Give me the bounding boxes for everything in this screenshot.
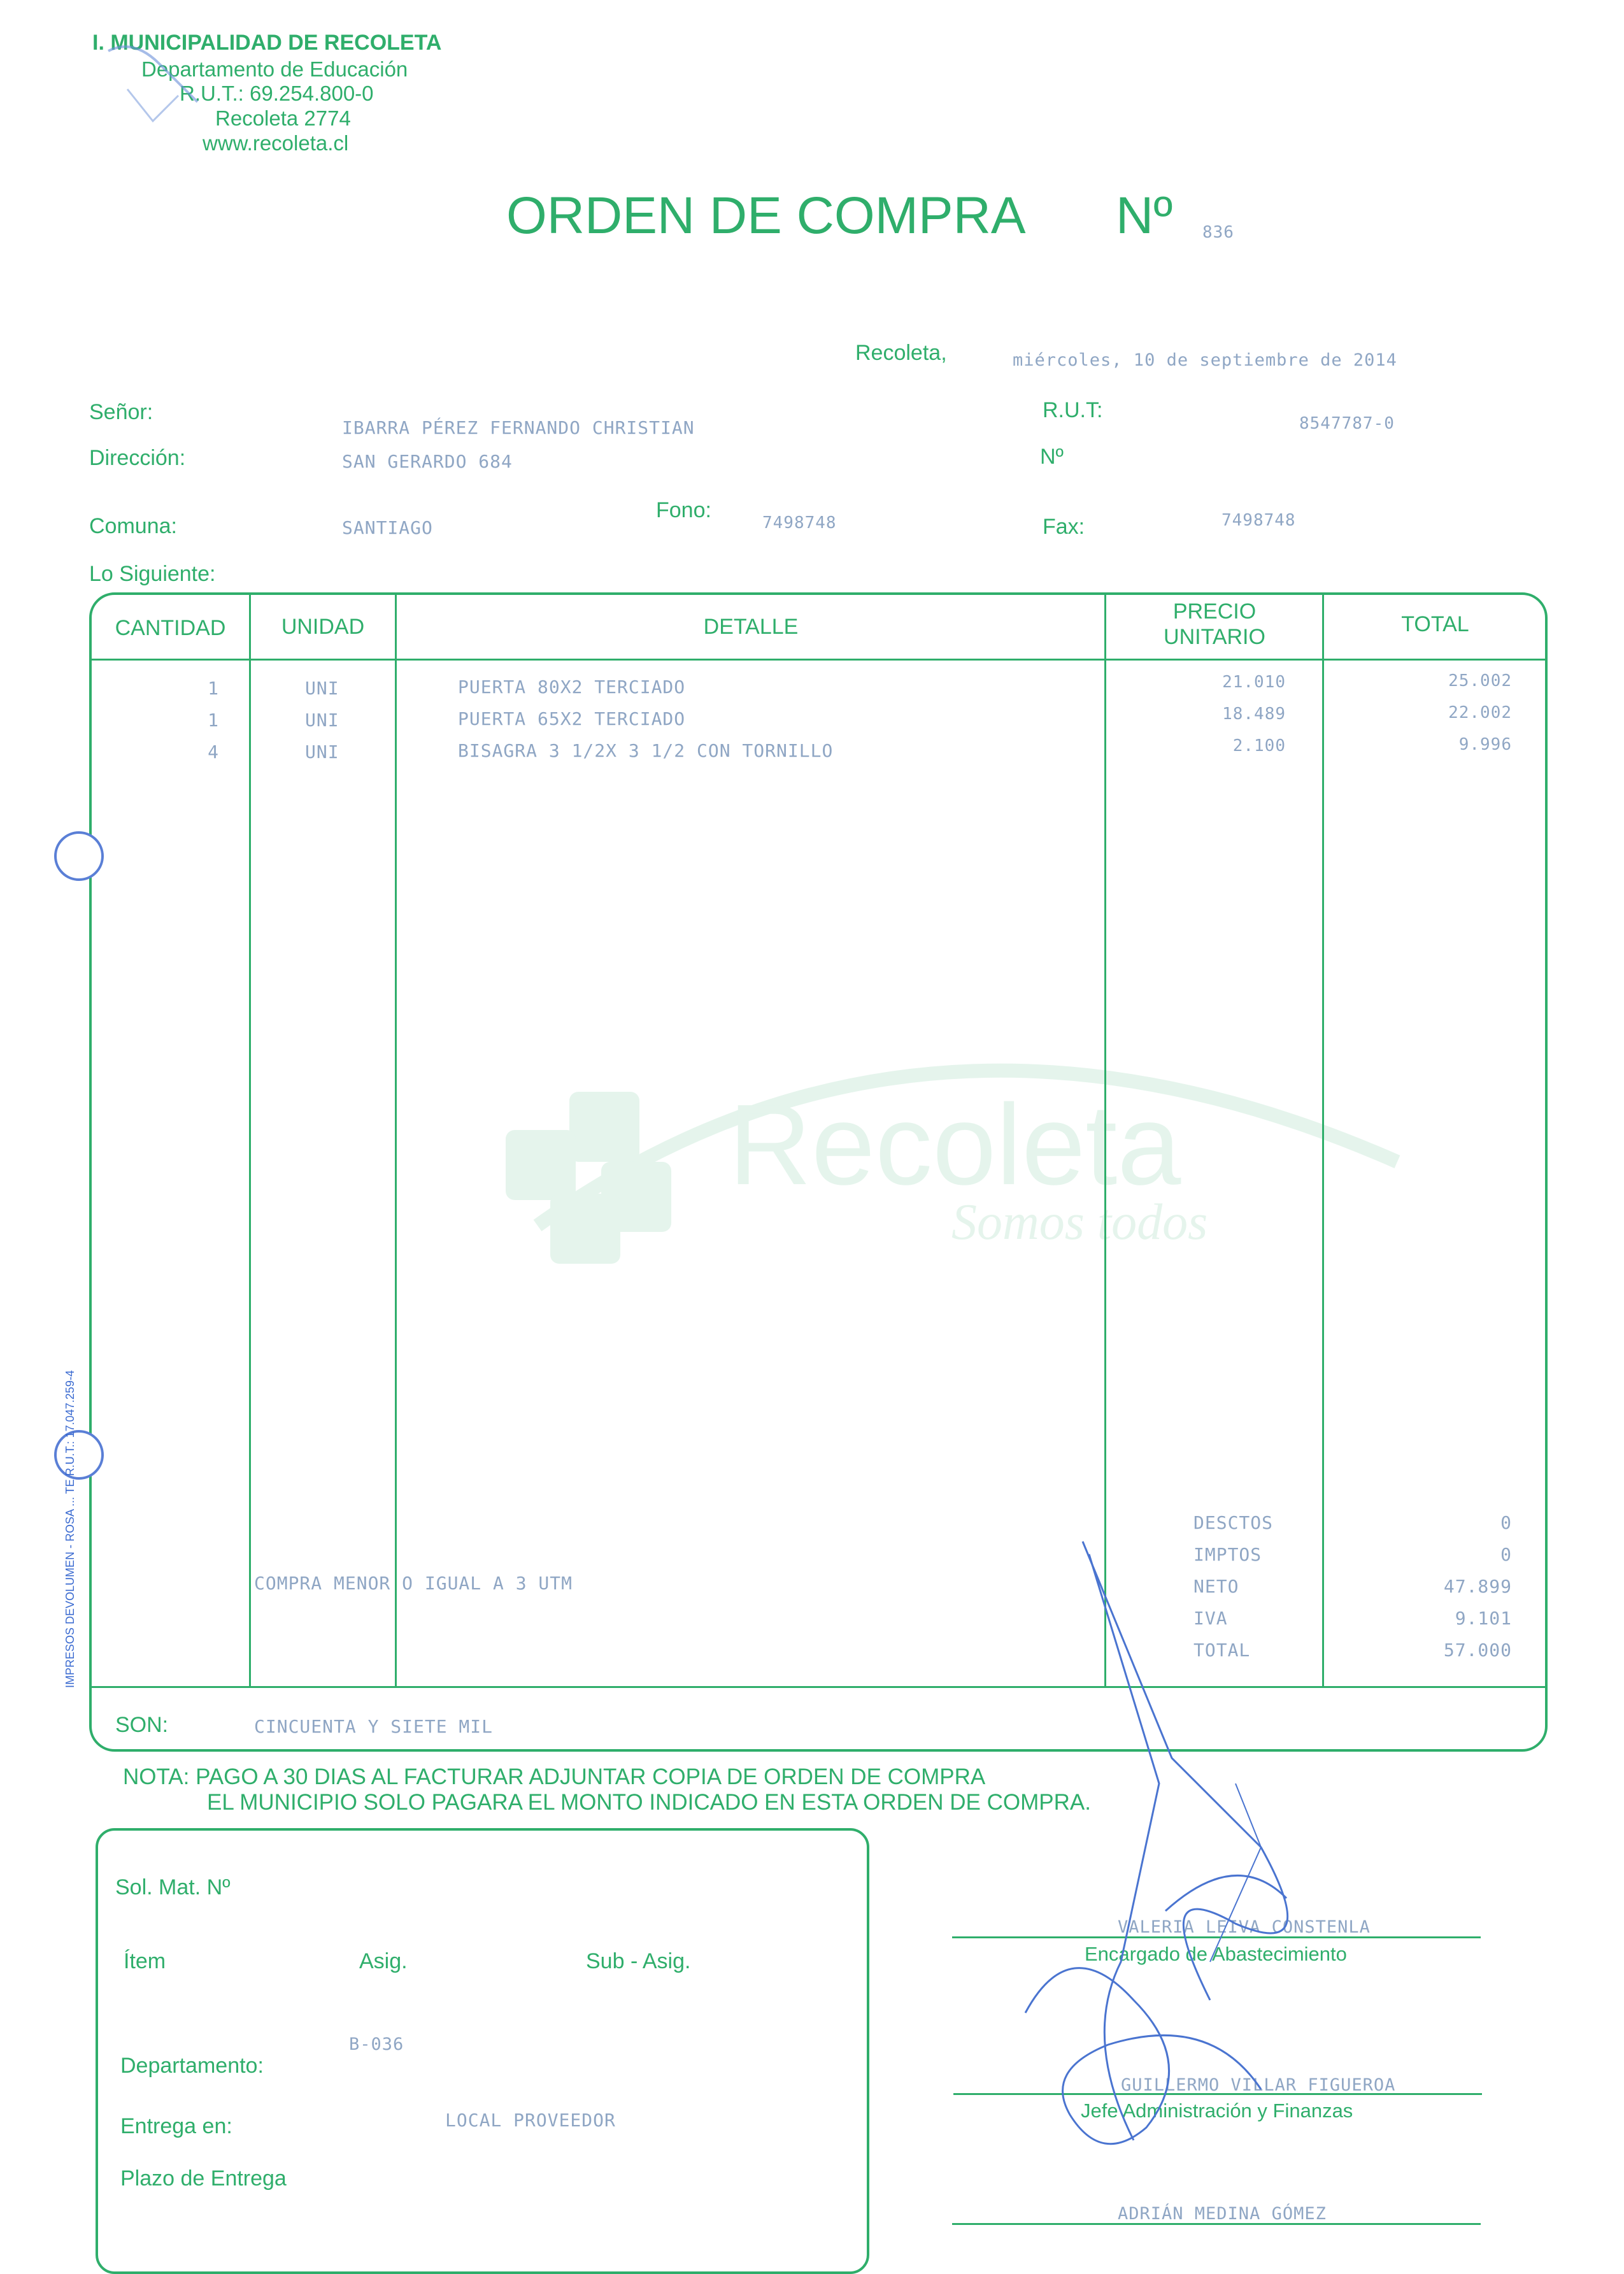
row-price: 21.010 — [1222, 673, 1286, 692]
header-divider — [92, 659, 1546, 661]
municipality-website: www.recoleta.cl — [203, 131, 349, 155]
entrega-value: LOCAL PROVEEDOR — [445, 2110, 616, 2131]
header-total: TOTAL — [1401, 612, 1469, 636]
date-place: Recoleta, — [855, 341, 947, 365]
fono-label: Fono: — [656, 498, 711, 522]
summary-value: 9.101 — [1455, 1608, 1512, 1629]
order-number-label: Nº — [1116, 187, 1173, 245]
entrega-label: Entrega en: — [120, 2114, 232, 2138]
summary-label: NETO — [1193, 1576, 1239, 1597]
row-unit: UNI — [305, 710, 339, 731]
plazo-label: Plazo de Entrega — [120, 2166, 287, 2191]
row-unit: UNI — [305, 741, 339, 762]
note-line-1: NOTA: PAGO A 30 DIAS AL FACTURAR ADJUNTAR COPIA DE ORDEN DE COMPRA — [123, 1764, 986, 1789]
printer-side-text: IMPRESOS DEVOLUMEN - ROSA ... TE R.U.T.: 17.047.259-4 — [64, 1370, 76, 1688]
document-title: ORDEN DE COMPRA — [506, 187, 1026, 245]
summary-label: IVA — [1193, 1608, 1228, 1629]
row-total: 25.002 — [1448, 671, 1512, 690]
date-value: miércoles, 10 de septiembre de 2014 — [1013, 350, 1397, 370]
asig-label: Asig. — [359, 1949, 408, 1973]
municipality-address: Recoleta 2774 — [215, 106, 351, 130]
direccion-value: SAN GERARDO 684 — [342, 451, 513, 472]
summary-value: 47.899 — [1443, 1576, 1512, 1597]
signer-name: GUILLERMO VILLAR FIGUEROA — [1121, 2075, 1396, 2095]
summary-label: TOTAL — [1193, 1640, 1251, 1661]
row-detail: BISAGRA 3 1/2X 3 1/2 CON TORNILLO — [458, 740, 834, 761]
sol-mat-label: Sol. Mat. Nº — [115, 1875, 231, 1899]
municipal-seal-stamp — [83, 25, 223, 153]
row-detail: PUERTA 80X2 TERCIADO — [458, 676, 686, 697]
comuna-value: SANTIAGO — [342, 517, 433, 538]
row-price: 2.100 — [1232, 736, 1286, 755]
departamento-value: B-036 — [349, 2034, 404, 2054]
signer-title: Encargado de Abastecimiento — [1085, 1943, 1347, 1965]
watermark-brand: Recoleta — [729, 1081, 1181, 1209]
rut-label: R.U.T: — [1043, 398, 1103, 422]
col-divider-unidad — [395, 595, 397, 1686]
row-qty: 1 — [208, 710, 219, 731]
compra-note: COMPRA MENOR O IGUAL A 3 UTM — [254, 1573, 573, 1594]
header-detalle: DETALLE — [703, 615, 799, 639]
header-cantidad: CANTIDAD — [115, 616, 226, 640]
col-divider-cantidad — [249, 595, 251, 1686]
handwritten-signature — [879, 1516, 1388, 2236]
punch-hole — [54, 831, 104, 881]
signer-title: Jefe Administración y Finanzas — [1081, 2099, 1353, 2122]
senor-label: Señor: — [89, 400, 153, 424]
row-qty: 1 — [208, 678, 219, 699]
summary-value: 57.000 — [1443, 1640, 1512, 1661]
row-unit: UNI — [305, 678, 339, 699]
siguiente-label: Lo Siguiente: — [89, 562, 216, 586]
rut-value: 8547787-0 — [1299, 414, 1395, 433]
municipality-name: I. MUNICIPALIDAD DE RECOLETA — [92, 31, 442, 55]
numero-label: Nº — [1040, 445, 1064, 469]
summary-label: IMPTOS — [1193, 1544, 1262, 1565]
fax-value: 7498748 — [1222, 511, 1296, 530]
departamento-label: Departamento: — [120, 2054, 264, 2078]
summary-value: 0 — [1500, 1544, 1512, 1565]
summary-label: DESCTOS — [1193, 1512, 1274, 1533]
punch-hole — [54, 1430, 104, 1480]
summary-value: 0 — [1500, 1512, 1512, 1533]
fax-label: Fax: — [1043, 515, 1085, 539]
row-qty: 4 — [208, 741, 219, 762]
sub-asig-label: Sub - Asig. — [586, 1949, 691, 1973]
bottom-info-box — [96, 1828, 869, 2274]
row-total: 9.996 — [1458, 735, 1512, 754]
son-value: CINCUENTA Y SIETE MIL — [254, 1716, 494, 1737]
header-precio-1: PRECIO — [1172, 599, 1257, 624]
recoleta-watermark — [474, 1003, 1429, 1289]
header-unidad: UNIDAD — [281, 615, 365, 639]
senor-value: IBARRA PÉREZ FERNANDO CHRISTIAN — [342, 417, 695, 438]
row-total: 22.002 — [1448, 703, 1512, 722]
header-precio-2: UNITARIO — [1164, 625, 1265, 649]
son-label: SON: — [115, 1713, 169, 1737]
comuna-label: Comuna: — [89, 514, 177, 538]
municipality-rut: R.U.T.: 69.254.800-0 — [180, 82, 374, 105]
department-name: Departamento de Educación — [141, 57, 408, 81]
direccion-label: Dirección: — [89, 446, 186, 470]
signer-name: ADRIÁN MEDINA GÓMEZ — [1118, 2204, 1327, 2224]
fono-value: 7498748 — [762, 513, 837, 533]
watermark-tagline: Somos todos — [951, 1194, 1208, 1250]
item-label: Ítem — [124, 1949, 166, 1973]
signer-name: VALERIA LEIVA CONSTENLA — [1118, 1917, 1371, 1937]
note-line-2: EL MUNICIPIO SOLO PAGARA EL MONTO INDICADO EN ESTA ORDEN DE COMPRA. — [207, 1790, 1091, 1815]
row-price: 18.489 — [1222, 704, 1286, 724]
order-number-value: 836 — [1202, 223, 1234, 242]
row-detail: PUERTA 65X2 TERCIADO — [458, 708, 686, 729]
